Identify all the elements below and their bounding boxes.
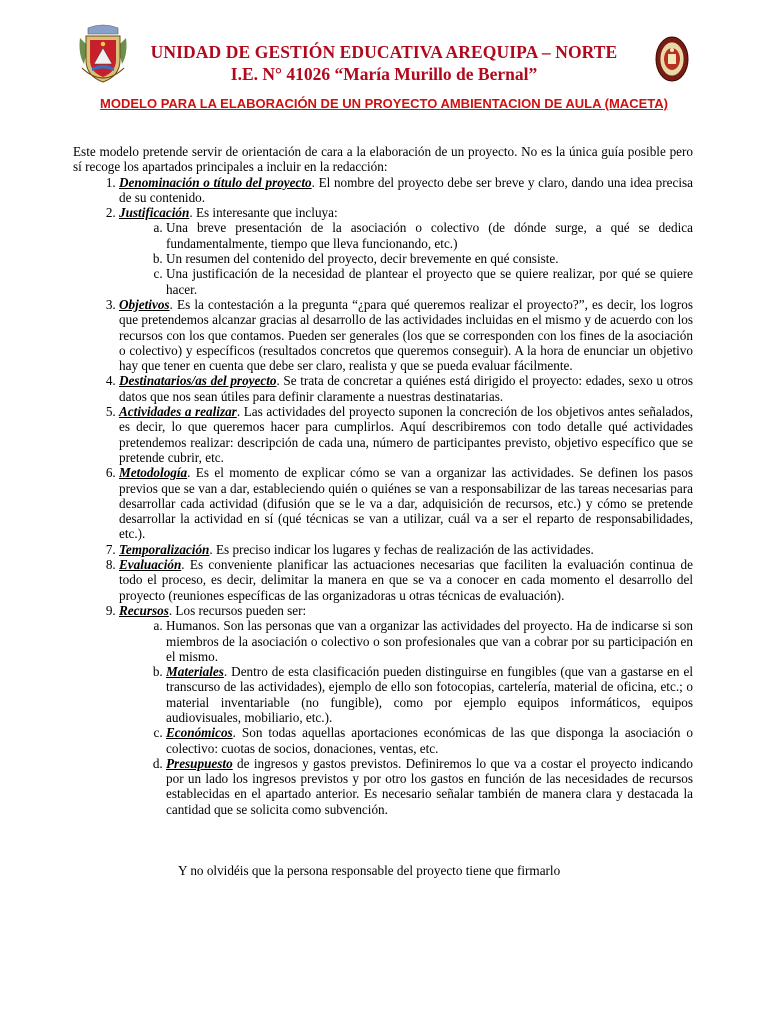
document-title: MODELO PARA LA ELABORACIÓN DE UN PROYECTO AMBIENTACION DE AULA (MACETA) xyxy=(100,96,668,111)
subitem-text: de ingresos y gastos previstos. Definiremos lo que va a costar el proyecto indicando por un lado los ingresos previstos y por otro los gastos en función de las necesidades de recursos establecidas en el apartado anterior. Es necesario señalar también de manera clara y destacada la cantidad que se solicita como subvención. xyxy=(166,755,693,817)
section-item xyxy=(119,175,693,206)
section-term: Actividades a realizar xyxy=(119,404,237,420)
section-item xyxy=(119,542,693,557)
subitem-text: Una breve presentación de la asociación o colectivo (de dónde surge, a qué se dedica fundamentalmente, tiempo que lleva funcionando, etc.) xyxy=(166,220,693,251)
intro-paragraph: Este modelo pretende servir de orientación de cara a la elaboración de un proyecto. No es la única guía posible pero sí recoge los apartados principales a incluir en la redacción: xyxy=(73,144,693,175)
subitem-text: . Dentro de esta clasificación pueden distinguirse en fungibles (que van a gastarse en el transcurso de las actividades), ejemplo de ello son fotocopias, cartelería, material de oficina, etc.; o material inventariable (no fungible), como por ejemplo equipos informáticos, equipos audiovisuales, mobiliario, etc.). xyxy=(166,664,693,725)
document-body xyxy=(73,144,693,817)
subitem xyxy=(166,618,693,664)
institution-unit-name: UNIDAD DE GESTIÓN EDUCATIVA AREQUIPA – NORTE xyxy=(150,42,618,62)
school-name: I.E. N° 41026 “María Murillo de Bernal” xyxy=(230,64,538,84)
subitem-text: Un resumen del contenido del proyecto, decir brevemente en qué consiste. xyxy=(166,251,559,267)
section-text: . Los recursos pueden ser: xyxy=(168,602,307,618)
section-term: Objetivos xyxy=(119,296,170,312)
subitem xyxy=(166,220,693,251)
subitem xyxy=(166,251,693,266)
section-text: . Se trata de concretar a quiénes está dirigido el proyecto: edades, sexo u otros datos que nos sean útiles para definir claramente a nuestras destinatarias. xyxy=(119,373,693,404)
section-term: Recursos xyxy=(119,602,169,618)
section-text: . Las actividades del proyecto suponen la concreción de los objetivos antes señalados, es decir, lo que queremos hacer para cumplirlos. Aquí describiremos con todo detalle qué actividades pretendemos realizar: descripción de cada una, número de participantes previsto, objetivo específico que se pretende cubrir, etc. xyxy=(119,404,693,465)
section-text: . Es preciso indicar los lugares y fechas de realización de las actividades. xyxy=(209,541,594,557)
section-text: . El nombre del proyecto debe ser breve y claro, dando una idea precisa de su contenido. xyxy=(119,174,693,205)
subitem-term: Presupuesto xyxy=(166,755,233,771)
section-text: . Es conveniente planificar las actuaciones necesarias que faciliten la evaluación continua de todo el proceso, es decir, delimitar la manera en que se va a conocer en cada momento el desarrollo del proyecto (reuniones específicas de las organizadoras u otras técnicas de evaluación). xyxy=(119,557,693,603)
section-item xyxy=(119,465,693,541)
section-term: Temporalización xyxy=(119,541,210,557)
subitem-list xyxy=(119,618,693,817)
section-term: Destinatarios/as del proyecto xyxy=(119,373,277,389)
section-text: . Es el momento de explicar cómo se van a organizar las actividades. Se definen los pasos previos que se van a dar, estableciendo quién o quiénes se van a responsabilizar de las tareas necesarias para desarrollar cada actividad (difusión que se le va a dar, adquisición de recursos, etc.) y cómo se pretende desarrollar la actividad en sí (qué técnicas se van a utilizar, cuál va a ser el reparto de responsabilidades, etc.). xyxy=(119,465,693,542)
subitem-text: Una justificación de la necesidad de plantear el proyecto que se quiere realizar, por qué se quiere hacer. xyxy=(166,266,693,297)
letterhead xyxy=(0,0,768,92)
section-item xyxy=(119,404,693,465)
closing-note: Y no olvidéis que la persona responsable del proyecto tiene que firmarlo xyxy=(178,863,561,878)
subitem xyxy=(166,725,693,756)
school-seal-icon xyxy=(655,36,689,82)
subitem-term: Materiales xyxy=(166,664,224,680)
section-item xyxy=(119,297,693,373)
subitem-text: . Son todas aquellas aportaciones económicas de las que disponga la asociación o colectivo: cuotas de socios, donaciones, ventas, etc. xyxy=(166,725,693,756)
subitem-term: Económicos xyxy=(166,725,233,741)
section-item xyxy=(119,603,693,817)
section-item xyxy=(119,373,693,404)
sections-list xyxy=(73,175,693,817)
subitem xyxy=(166,266,693,297)
subitem xyxy=(166,664,693,725)
section-term: Denominación o título del proyecto xyxy=(119,174,312,190)
subitem-text: Humanos. Son las personas que van a organizar las actividades del proyecto. Ha de indicarse si son miembros de la asociación o colectivo o son profesionales que van a cobrar por su participación en el mismo. xyxy=(166,618,693,664)
section-item xyxy=(119,205,693,297)
section-term: Metodología xyxy=(119,465,188,481)
section-item xyxy=(119,557,693,603)
section-term: Justificación xyxy=(119,205,190,221)
section-text: . Es interesante que incluya: xyxy=(189,205,338,221)
subitem-list xyxy=(119,220,693,296)
section-term: Evaluación xyxy=(119,557,182,573)
section-text: . Es la contestación a la pregunta “¿para qué queremos realizar el proyecto?”, es decir, los logros que pretendemos alcanzar gracias al desarrollo de las actividades incluidas en el mismo y de acuerdo con los recursos con los que contamos. Pueden ser generales (los que se corresponden con los fines de la asociación o colectivo) y específicos (resultados concretos que queremos conseguir). A la hora de enunciar un objetivo hay que tener en cuenta que debe ser claro, realista y que se pueda evaluar fácilmente. xyxy=(119,296,693,374)
subitem xyxy=(166,756,693,817)
